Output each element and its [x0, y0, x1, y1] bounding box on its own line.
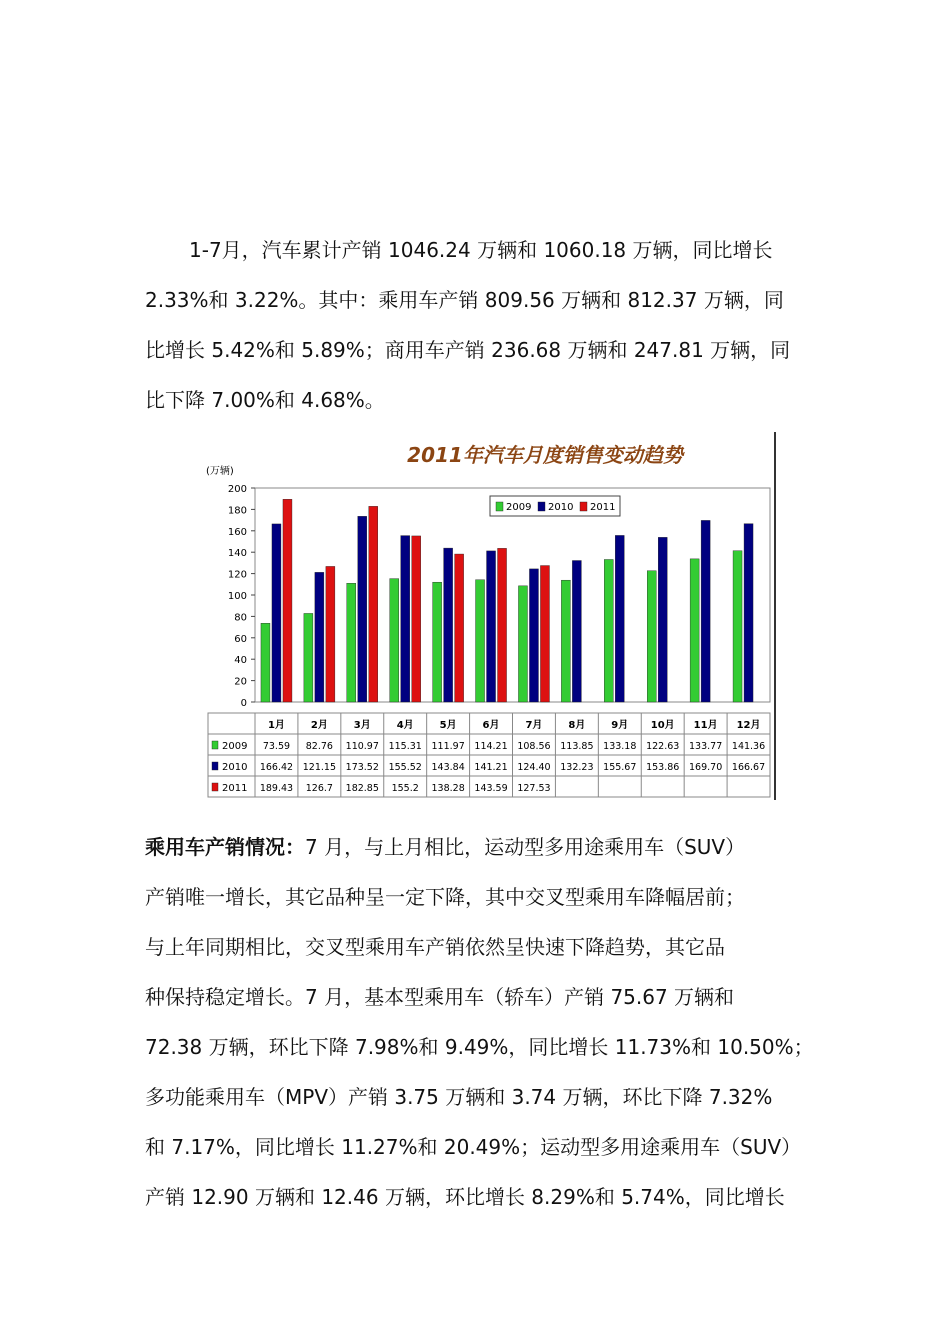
chart-svg: [200, 432, 778, 802]
y-tick-label: 120: [227, 569, 247, 581]
paragraph-line: 72.38 万辆，环比下降 7.98%和 9.49%，同比增长 11.73%和 10.50%；: [145, 1035, 814, 1059]
paragraph-line: 比下降 7.00%和 4.68%。: [145, 388, 385, 412]
bar-2010: [701, 520, 710, 702]
paragraph-line: 多功能乘用车（MPV）产销 3.75 万辆和 3.74 万辆，环比下降 7.32%: [145, 1085, 773, 1109]
data-label: 133.77: [689, 741, 723, 752]
legend-swatch: [496, 502, 503, 511]
paragraph-line: 2.33%和 3.22%。其中：乘用车产销 809.56 万辆和 812.37 万辆，同: [145, 288, 784, 312]
monthly-sales-chart: [200, 432, 778, 802]
x-tick-label: 5月: [439, 720, 457, 731]
data-label: 133.18: [603, 741, 637, 752]
paragraph-line: 与上年同期相比，交叉型乘用车产销依然呈快速下降趋势，其它品: [145, 935, 725, 959]
bar-2009: [261, 623, 270, 702]
data-label: 114.21: [474, 741, 508, 752]
x-tick-label: 1月: [267, 720, 285, 731]
bar-2010: [401, 536, 410, 702]
bar-2009: [733, 551, 742, 702]
data-label: 111.97: [431, 741, 465, 752]
paragraph-line: 和 7.17%，同比增长 11.27%和 20.49%；运动型多用途乘用车（SUV）: [145, 1135, 802, 1159]
data-label: 155.67: [603, 762, 637, 773]
bar-2010: [487, 551, 496, 702]
x-tick-label: 6月: [482, 720, 500, 731]
paragraph-line: [145, 225, 815, 275]
paragraph-line: 产销唯一增长，其它品种呈一定下降，其中交叉型乘用车降幅居前；: [145, 885, 745, 909]
paragraph-line: [145, 822, 815, 872]
table-series-name: 2010: [222, 762, 248, 773]
legend-label: 2011: [590, 502, 616, 513]
bar-2009: [561, 580, 570, 702]
bar-2010: [658, 537, 667, 702]
bar-2009: [390, 579, 399, 702]
data-label: 73.59: [262, 741, 291, 752]
y-tick-label: 80: [234, 612, 247, 624]
data-label: 182.85: [345, 783, 379, 794]
data-label: 141.21: [474, 762, 508, 773]
data-label: 82.76: [305, 741, 333, 752]
y-tick-label: 60: [234, 633, 247, 645]
y-tick-label: 180: [227, 505, 247, 517]
legend-swatch: [580, 502, 587, 511]
data-label: 126.7: [305, 783, 333, 794]
x-tick-label: 8月: [568, 720, 586, 731]
y-tick-label: 140: [227, 548, 247, 560]
x-tick-label: 7月: [525, 720, 543, 731]
x-tick-label: 2月: [310, 720, 328, 731]
x-tick-label: 4月: [396, 720, 414, 731]
text-line: 7 月，与上月相比，运动型多用途乘用车（SUV）: [305, 835, 746, 859]
data-label: 115.31: [388, 741, 422, 752]
data-label: 127.53: [517, 783, 551, 794]
x-tick-label: 3月: [353, 720, 371, 731]
bar-2011: [498, 548, 507, 702]
table-swatch: [212, 741, 218, 749]
bar-2010: [272, 524, 281, 702]
y-tick-label: 200: [227, 484, 247, 495]
paragraph-auto-summary: [145, 225, 815, 425]
data-label: 143.59: [474, 783, 508, 794]
y-tick-label: 100: [227, 591, 247, 602]
x-tick-label: 10月: [650, 720, 675, 731]
table-swatch: [212, 762, 218, 770]
y-tick-label: 20: [234, 676, 247, 688]
bar-2009: [476, 580, 485, 702]
data-label: 166.67: [731, 762, 766, 773]
bar-2011: [412, 536, 421, 702]
bar-2010: [358, 516, 367, 702]
paragraph-line: 产销 12.90 万辆和 12.46 万辆，环比增长 8.29%和 5.74%，同比增长: [145, 1185, 785, 1209]
legend-label: 2009: [506, 502, 532, 513]
chart-title: 2011年汽车月度销售变动趋势: [407, 443, 683, 467]
data-label: 169.70: [689, 762, 723, 773]
bar-2009: [604, 559, 613, 702]
vertical-divider: [774, 432, 776, 800]
bar-2009: [433, 582, 442, 702]
data-label: 113.85: [560, 741, 594, 752]
data-label: 155.52: [388, 762, 422, 773]
bar-2010: [529, 569, 538, 702]
bar-2011: [540, 566, 549, 702]
bar-2009: [304, 613, 313, 702]
section-heading: 乘用车产销情况：: [145, 835, 305, 859]
bar-2009: [647, 571, 656, 702]
legend-swatch: [538, 502, 545, 511]
y-tick-label: 40: [234, 655, 247, 667]
bar-2009: [347, 583, 356, 702]
bar-2010: [615, 535, 624, 702]
bar-2011: [326, 566, 335, 702]
paragraph-line: 比增长 5.42%和 5.89%；商用车产销 236.68 万辆和 247.81 万辆，同: [145, 338, 791, 362]
y-axis-label: (万辆): [206, 466, 234, 477]
bar-2009: [518, 586, 527, 702]
y-tick-label: 160: [227, 526, 247, 538]
data-label: 138.28: [431, 783, 465, 794]
table-series-name: 2011: [222, 783, 248, 794]
table-swatch: [212, 783, 218, 791]
bar-2011: [283, 499, 292, 702]
data-label: 143.84: [431, 762, 465, 773]
data-label: 121.15: [302, 762, 336, 773]
bar-2010: [572, 561, 581, 702]
legend-label: 2010: [548, 502, 574, 513]
x-tick-label: 9月: [611, 720, 629, 731]
data-label: 110.97: [345, 741, 379, 752]
paragraph-line: 种保持稳定增长。7 月，基本型乘用车（轿车）产销 75.67 万辆和: [145, 985, 735, 1009]
y-tick-label: 0: [240, 698, 247, 709]
data-label: 141.36: [731, 741, 766, 752]
data-label: 189.43: [259, 783, 294, 794]
text-line: 1-7月，汽车累计产销 1046.24 万辆和 1060.18 万辆，同比增长: [189, 238, 773, 262]
data-label: 155.2: [391, 783, 419, 794]
data-label: 132.23: [560, 762, 594, 773]
bar-2009: [690, 559, 699, 702]
data-label: 108.56: [517, 741, 551, 752]
bar-2011: [369, 506, 378, 702]
data-label: 124.40: [517, 762, 551, 773]
table-series-name: 2009: [222, 741, 248, 752]
x-tick-label: 12月: [736, 720, 761, 731]
bar-2011: [455, 554, 464, 702]
data-label: 153.86: [646, 762, 680, 773]
x-tick-label: 11月: [693, 720, 718, 731]
bar-2010: [744, 524, 753, 702]
bar-2010: [315, 572, 324, 702]
bar-2010: [444, 548, 453, 702]
data-label: 166.42: [259, 762, 294, 773]
paragraph-passenger-car: [145, 822, 815, 1222]
data-label: 122.63: [646, 741, 680, 752]
data-label: 173.52: [345, 762, 379, 773]
